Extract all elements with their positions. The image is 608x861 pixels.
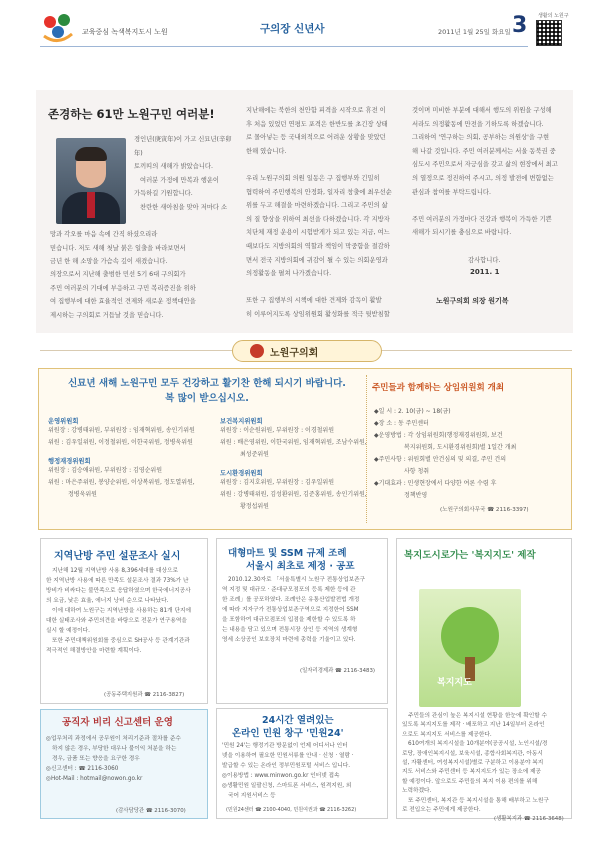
committee-administration (48, 456, 195, 501)
mart-line: 2010.12.30자로 「서울특별시 노원구 전통상업보존구 (228, 577, 366, 583)
meeting-item: ◆일 시 : 2. 10(금) ~ 18(금) (374, 408, 451, 415)
publication-date: 2011년 1월 25일 화요일 (438, 28, 511, 36)
mart-line: 는 내용을 담고 있으며 전통시장 상인 등 지역의 생계형 (222, 627, 358, 633)
meeting-item: 정책반영 (404, 492, 428, 499)
greeting-line: 히 이루어지도록 상임위원회 활성화를 적극 뒷받침할 (246, 310, 390, 318)
survey-body (46, 566, 204, 656)
greeting-line: 한해 였습니다. (246, 147, 287, 155)
greeting-line: 찬란한 새아침을 맞아 저마다 소 (140, 203, 228, 211)
welfare-line: 또 주민센터, 복지관 등 복지시설을 통해 배부하고 노원구 (408, 797, 549, 804)
corruption-line[interactable]: ◎Hot-Mail : hotmail@nowon.go.kr (46, 776, 143, 782)
greeting-line: 것이며 미비한 부분에 대해서 행도의 위원을 구성해 (412, 107, 552, 114)
greeting-line: 믿습니다. 저도 새해 첫날 붉은 일출을 바라보면서 (50, 244, 186, 252)
committee-members: 위원장 : 강병태위원, 부위원장 : 임재혁위원, 송인기위원 (48, 427, 195, 434)
greeting-line: 치단체 재정 운용이 시험받게가 되고 있는 지금, 여느 (246, 229, 390, 237)
welfare-line: 으로도 복지지도 서비스를 제공한다. (402, 731, 492, 738)
committee-members: 위원장 : 이순원위원, 부위원장 : 이경철위원 (220, 427, 335, 434)
greeting-line: 로 몰아넣는 등 국내외적으로 어려운 상황을 맞았던 (246, 134, 386, 142)
greeting-line: 주민 여러분의 가정마다 건강과 행복이 가득한 기쁜 (412, 215, 552, 223)
corruption-contact: (감사담당관 ☎ 2116-3070) (116, 808, 186, 814)
header-divider (40, 46, 528, 47)
corruption-line: ◎업무처리 과정에서 공무원이 처리기준과 절차를 준수 (46, 736, 181, 742)
corruption-line: ◎신고센터 : ☎ 2116-3060 (46, 766, 119, 772)
meeting-item: ◆기대효과 : 민생현장에서 다양한 여론 수렴 후 (374, 480, 497, 487)
greeting-line: 망과 각오를 마음 속에 간직 하셨으리라 (50, 231, 158, 238)
qr-code-icon[interactable] (536, 20, 562, 46)
greeting-line: 심도시 주민으로서 자긍심을 갖고 삶의 현장에서 최고 (412, 161, 558, 169)
poster-label: 복지지도 (437, 678, 472, 688)
survey-line: 적극적인 해결방안을 마련할 계획이다. (46, 648, 142, 654)
council-emblem-icon (250, 344, 264, 358)
committee-members: 위원 : 김우일위원, 이정철위원, 이한국위원, 정병욱위원 (48, 439, 193, 446)
survey-title: 지역난방 주민 설문조사 실시 (54, 551, 181, 562)
corruption-line: 경우, 금품 또는 향응을 요구한 경우 (52, 756, 140, 762)
committee-members: 위원장 : 김지호위원, 부위원장 : 김우일위원 (220, 479, 335, 486)
committee-name: 행정재경위원회 (48, 458, 91, 465)
committee-environment (220, 468, 367, 513)
mart-line: 을 포함하여 대규모점포의 입점을 제한할 수 있도록 하 (222, 617, 356, 623)
welfare-contact: (생활복지과 ☎ 2116-3648) (494, 816, 564, 822)
nowon-logo-icon (40, 10, 76, 44)
meeting-details (374, 406, 516, 502)
survey-line: 지난해 12월 지역난방 사용 8,396세대를 대상으로 (52, 568, 178, 574)
greeting-line: 의장으로서 지난해 출범한 민선 5기 6대 구의회가 (50, 271, 186, 278)
greeting-column-1b (50, 228, 236, 269)
mart-line: 역 지정 및 대규모 · 준대규모점포의 등록 제한 등에 관 (222, 587, 356, 593)
civil-title-2: 온라인 민원 창구 '민원24' (232, 728, 344, 739)
committee-members: 황정섭위원 (240, 503, 269, 510)
greeting-column-1c (50, 268, 236, 322)
committee-members: 위원 : 마은주위원, 봉양순위원, 이상복위원, 정도열위원, (48, 479, 195, 486)
committee-name: 보건복지위원회 (220, 418, 263, 425)
greeting-line: 토끼띠의 새해가 밝았습니다. (134, 163, 213, 171)
meeting-item: ◆운영방법 : 각 상임위원회(행정재경위원회, 보건 (374, 432, 503, 439)
survey-line: 또한 주민대책위원회를 중심으로 SH공사 등 관계기관과 (52, 638, 190, 644)
survey-line: 한 지역난방 사용에 따른 만족도 설문조사 결과 73%가 난 (46, 578, 189, 584)
welfare-line: 설, 자활센터, 여성복지시설)별로 구분하고 이용분야 복지 (402, 760, 544, 767)
meeting-contact: (노원구의회사무국 ☎ 2116-3397) (440, 507, 529, 513)
mart-title: 대형마트 및 SSM 규제 조례 (228, 548, 347, 559)
greeting-line: 때보다도 지방의회의 역할과 책임이 막중함을 절감하 (246, 242, 390, 250)
committee-operations (48, 416, 195, 449)
welfare-line: 610여개의 복지시설을 10개분야(공공시설, 노인시설/경 (408, 741, 548, 748)
greeting-line: 그리하여 '연구하는 의회, 공부하는 의원상'을 구현 (412, 134, 550, 142)
greeting-line: 의 질 향상을 위하여 최선을 다하겠습니다. 각 지방자 (246, 215, 390, 223)
welfare-line: 지도 서비스와 주민센터 등 복지지도가 있는 장소에 제공 (402, 769, 542, 776)
greeting-line: 의 열정으로 정진하여 주시고, 의정 발전에 변함없는 (412, 174, 554, 182)
corruption-line: 하지 않은 경우, 부당한 대우나 불이익 처분을 하는 (52, 746, 177, 752)
mart-line: 에 따라 지자구가 전통상업보존구역으로 지정한어 SSM (222, 607, 359, 613)
civil-line: 국어 지원서비스 등 (228, 793, 276, 799)
greeting-signature: 노원구의회 의장 원기복 (436, 297, 509, 305)
greeting-column-3 (412, 104, 570, 267)
mart-body (222, 575, 386, 645)
welfare-line: 노력하겠다. (402, 788, 432, 795)
greeting-line: 또한 구 집행부의 시책에 대한 견제와 감독이 활발 (246, 297, 382, 305)
greeting-line: 서라도 의정활동에 만전을 기하도록 하겠습니다. (412, 120, 544, 128)
greeting-line: 면서 전국 지방의회에 귀감이 될 수 있는 의회운영과 (246, 256, 388, 264)
greeting-title: 존경하는 61만 노원구민 여러분! (48, 107, 215, 121)
greeting-line: 새해가 되시기를 충심으로 바랍니다. (412, 229, 512, 237)
greeting-line: 여러분 가정에 만복과 행운이 (140, 176, 219, 184)
header-slogan: 교육중심 녹색복지도시 노원 (82, 28, 168, 36)
greeting-line (412, 240, 570, 254)
committee-members: 정병욱위원 (68, 491, 97, 498)
greeting-line (246, 158, 426, 172)
welfare-line: 로당, 장애인복지시설, 보육시설, 종합사회복지관, 아동시 (402, 750, 543, 757)
survey-line: 이에 대하여 노원구는 지역난방을 사용하는 81개 단지에 (52, 608, 191, 614)
civil-line: 발급할 수 있는 온라인 정부민원포털 서비스 입니다. (222, 763, 351, 769)
committee-name: 운영위원회 (48, 418, 79, 425)
council-banner-label: 노원구의회 (270, 348, 319, 359)
greeting-line: 제시하는 구의회로 거듭날 것을 믿습니다. (50, 311, 164, 319)
survey-line: 실시 할 예정이다. (46, 628, 90, 634)
meeting-item: ◆장 소 : 동 주민센터 (374, 420, 429, 427)
civil-line[interactable]: ◎이용방법 : www.minwon.go.kr 인터넷 접속 (222, 773, 340, 779)
greeting-line: 의정활동을 펼쳐 나가겠습니다. (246, 270, 332, 278)
meeting-item: ◆주민사항 : 위원회별 안건심의 및 의결, 주민 건의 (374, 456, 507, 463)
greeting-line: 감사합니다. (468, 256, 501, 264)
greeting-line: 여 집행부에 대한 효율적인 견제와 새로운 정책대안을 (50, 298, 196, 306)
committee-members: 위원 : 배은영위원, 이한국위원, 임재혁위원, 조남수위원, (220, 439, 367, 446)
welfare-body (402, 712, 570, 815)
greeting-column-1 (134, 133, 232, 215)
greeting-line: 해 나갈 것입니다. 주민 여러분께서는 서울 동북권 중 (412, 147, 556, 155)
page-number: 3 (512, 13, 528, 38)
greeting-line: 금년 한 해 소망을 가슴속 깊이 새겼습니다. (50, 258, 168, 266)
welfare-map-poster (419, 589, 521, 707)
greeting-line: 후 처음 있었던 연평도 포격은 한반도를 초긴장 상태 (246, 120, 388, 128)
survey-line: 대한 실태조사와 주민의견을 바탕으로 전문가 연구용역을 (46, 618, 187, 624)
survey-contact: (공동주택지원과 ☎ 2116-3827) (104, 692, 185, 698)
welfare-title: 복지도시로가는 '복지지도' 제작 (404, 550, 536, 561)
civil-body (222, 741, 386, 801)
chairman-portrait (56, 138, 126, 224)
greeting-column-2 (246, 104, 426, 322)
welfare-line: 로 전입오는 주민에게 제공한다. (402, 807, 481, 814)
committee-members: 위원장 : 김승애위원, 부위원장 : 김영순위원 (48, 467, 163, 474)
greeting-line: 관심과 참여를 부탁드립니다. (412, 188, 491, 196)
corruption-body (46, 734, 206, 784)
greeting-line: 경인년(庚寅年)이 가고 신묘년(辛卯年) (134, 136, 232, 157)
greeting-line: 협력하여 주민행복의 안정화, 일자리 창출에 최우선순 (246, 188, 392, 196)
greeting-line (246, 281, 426, 295)
civil-title: 24시간 열려있는 (262, 715, 334, 726)
mart-line: 한 조례」를 공포하였다. 조례안은 유통산업발전법 개정 (222, 597, 360, 603)
mart-title-2: 서울시 최초로 제정 · 공포 (246, 561, 355, 572)
greeting-line: 가득하길 기원합니다. (134, 190, 193, 198)
greeting-line: 위를 두고 해결을 마련하겠습니다. 그리고 주민의 삶 (246, 202, 388, 210)
civil-line: ◎생활민원 일괄신청, 스마트폰 서비스, 원격지원, 외 (222, 783, 352, 789)
committee-welfare (220, 416, 367, 461)
civil-contact: (민원24센터 ☎ 2100-4040, 민원여권과 ☎ 2116-3262) (226, 807, 357, 813)
greeting-line: 주민 여러분의 기대에 부응하고 구민 복리증진을 위하 (50, 284, 196, 292)
page-title: 구의장 신년사 (260, 23, 325, 35)
committee-members: 위원 : 강병태위원, 김성환위원, 김준홍위원, 송인기위원, (220, 491, 367, 498)
greeting-line: 우리 노원구의회 의원 일동은 구 집행부와 긴밀히 (246, 174, 380, 182)
survey-line: 방비가 비싸다는 불만족으로 응답하였으며 한국에너지공사 (46, 588, 191, 594)
corruption-title: 공직자 비리 신고센터 운영 (62, 717, 173, 728)
council-headline-2: 복 많이 받으십시오. (165, 393, 249, 404)
qr-label: 생활의 노원구 (538, 13, 569, 19)
welfare-line: 있도록 복지지도를 제작 · 배포하고 지난 14일부터 온라인 (402, 722, 545, 729)
mart-contact: (일자리경제과 ☎ 2116-3483) (300, 668, 375, 674)
meeting-item: 복지위원회, 도시환경위원회)별 1일간 개최 (404, 444, 517, 451)
committee-name: 도시환경위원회 (220, 470, 263, 477)
greeting-line (412, 199, 570, 213)
mart-line: 영세 소상공인 보호장치 마련에 총력을 기울이고 있다. (222, 637, 356, 643)
council-headline: 신묘년 새해 노원구민 모두 건강하고 활기찬 한해 되시기 바랍니다. (68, 378, 346, 389)
civil-line: 넷을 이용하여 필요한 민원서류를 안내 · 신청 · 열람 · (222, 753, 354, 759)
greeting-line: 지난해에는 북한의 천안함 피격을 시작으로 휴전 이 (246, 107, 386, 114)
meeting-title: 주민들과 함께하는 상임위원회 개최 (372, 383, 505, 393)
survey-line: 의 요금, 낮은 효율, 에너지 낭비 순으로 나타났다. (46, 598, 169, 604)
welfare-line: 할 예정이다. 앞으로도 주민들의 복지 이용 편의를 위해 (402, 778, 538, 785)
meeting-item: 사항 청취 (404, 468, 430, 475)
greeting-date: 2011. 1 (470, 268, 500, 276)
committee-members: 최성준위원 (240, 451, 269, 458)
civil-line: '민원 24'는 행정기관 방문없이 언제 어디서나 인터 (222, 743, 348, 749)
welfare-line: 주민들의 관심이 높은 복지시설 현황을 한눈에 확인할 수 (408, 713, 548, 719)
